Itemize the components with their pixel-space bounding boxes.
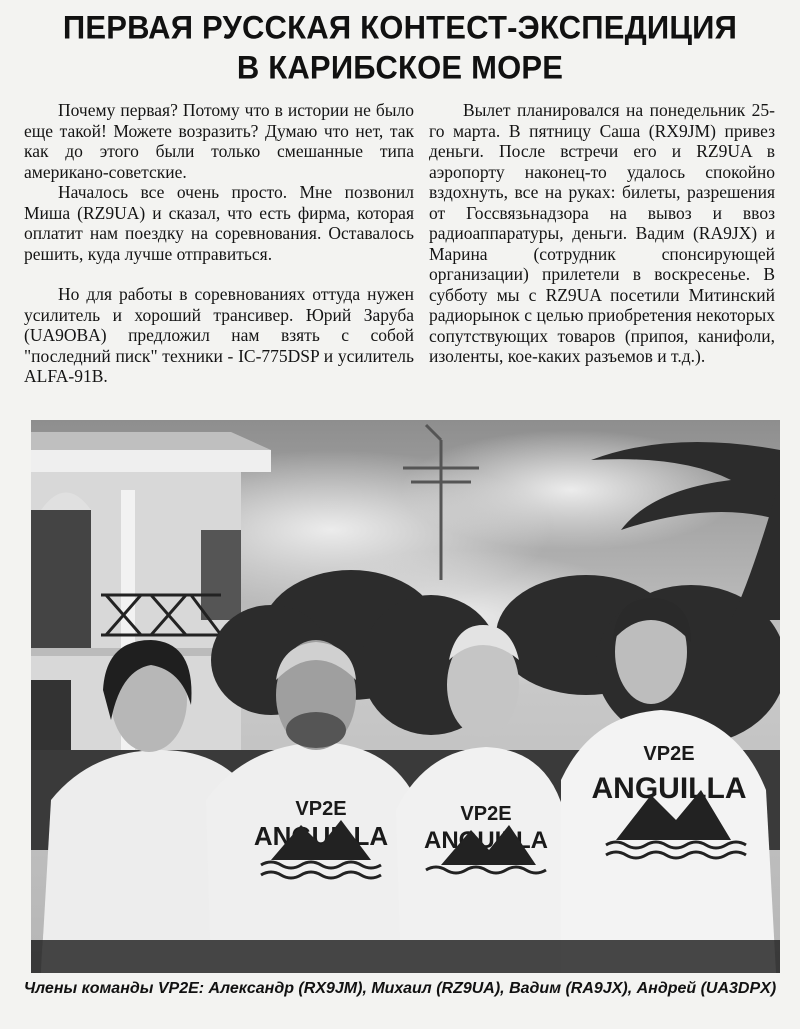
shirt-name: ANGUILLA [591,772,747,805]
article-title [0,8,800,89]
paragraph: Началось все очень просто. Мне позвонил Миша (RZ9UA) и сказал, что есть фирма, которая оплатит нам поездку на соревнования. Оставалось решить, куда лучше отправиться. [24,182,414,264]
team-photo-drawing [31,420,780,973]
shirt-name: ANGUILLA [424,827,548,854]
right-column [429,100,775,367]
shirt-callsign: VP2E [295,798,347,820]
paragraph: Почему первая? Потому что в истории не было еще такой! Можете возразить? Думаю что нет, так как до этого были только смешанные типа американо-советские. [24,100,414,182]
paragraph: Вылет планировался на понедельник 25-го марта. В пятницу Саша (RX9JM) привез деньги. После встречи его и RZ9UA в аэропорту наконец-то удалось спокойно вздохнуть, все на руках: билеты, разрешения от Госсвязьнадзора на вывоз и ввоз радиоаппаратуры, деньги. Вадим (RA9JX) и Марина (сотрудник спонсирующей организации) прилетели в воскресенье. В субботу мы с RZ9UA посетили Митинский радиорынок с целью приобретения некоторых сопутствующих товаров (припоя, канифоли, изоленты, кое-каких разъемов и т.д.). [429,100,775,366]
shirt-callsign: VP2E [460,803,512,825]
shirt-callsign: VP2E [643,743,695,765]
shirt-name: ANGUILLA [253,821,389,851]
title-line-1: ПЕРВАЯ РУССКАЯ КОНТЕСТ-ЭКСПЕДИЦИЯ [62,8,738,46]
photo-caption: Члены команды VP2E: Александр (RX9JM), Михаил (RZ9UA), Вадим (RA9JX), Андрей (UA3DPX) [23,980,777,997]
paragraph: Но для работы в соревнованиях оттуда нужен усилитель и хороший трансивер. Юрий Заруба (UA9OBA) предложил нам взять с собой "последний писк" техники - IC-775DSP и усилитель ALFA-91B. [24,284,414,386]
left-column [24,100,414,387]
team-photo [31,420,780,973]
title-line-2: В КАРИБСКОЕ МОРЕ [236,49,564,87]
